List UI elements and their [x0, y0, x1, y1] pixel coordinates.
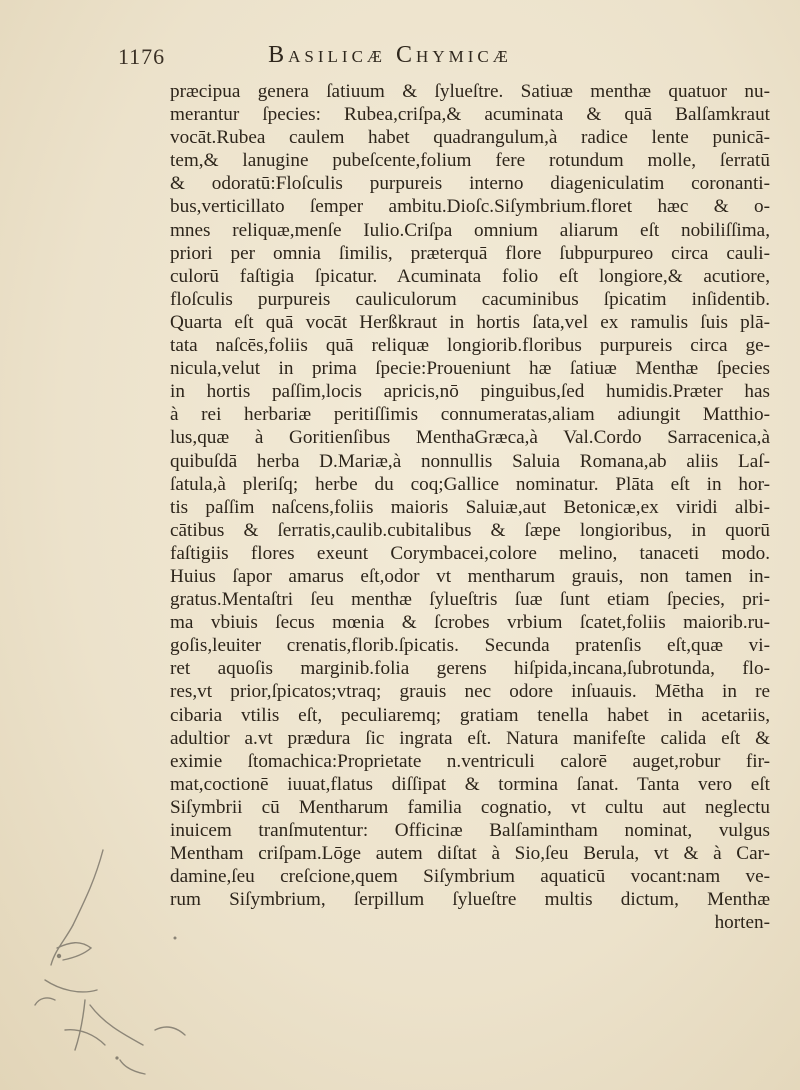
- text-line: adultior a.vt prædura ſic ingrata eſt. Natura manifeſte calida eſt &: [170, 727, 770, 749]
- text-line: quibuſdā herba D.Mariæ,à nonnullis Saluia Romana,ab aliis Laſ-: [170, 450, 770, 472]
- text-line: lus,quæ à Goritienſibus MenthaGræca,à Val.Cordo Sarracenica,à: [170, 427, 770, 449]
- page-number: 1176: [118, 44, 166, 69]
- text-line: damine,ſeu creſcione,quem Siſymbrium aquaticū vocant:nam ve-: [170, 866, 770, 888]
- text-line: in hortis paſſim,locis apricis,nō pinguibus,ſed humidis.Præter has: [170, 381, 770, 403]
- text-line: ma vbiuis ſecus mœnia & ſcrobes vrbium ſcatet,foliis maiorib.ru-: [170, 612, 770, 634]
- text-line: mnes reliquæ,menſe Iulio.Criſpa omnium aliarum eſt nobiliſſima,: [170, 219, 770, 241]
- text-line: eximie ſtomachica:Proprietate n.ventriculi calorē auget,robur fir-: [170, 750, 770, 772]
- text-line: præcipua genera ſatiuum & ſylueſtre. Satiuæ menthæ quatuor nu-: [170, 81, 770, 102]
- text-line: floſculis purpureis cauliculorum cacuminibus ſpicatim inſidentib.: [170, 288, 770, 310]
- text-line: ſatula,à pleriſq; herbe du coq;Gallice nominatur. Plāta eſt in hor-: [170, 473, 770, 495]
- text-line: merantur ſpecies: Rubea,criſpa,& acuminata & quā Balſamkraut: [170, 104, 770, 126]
- text-line: tis paſſim naſcens,foliis maioris Saluiæ,aut Betonicæ,ex viridi albi-: [170, 496, 770, 518]
- running-title: Basilicæ Chymicæ: [268, 42, 512, 68]
- text-line: horten-: [714, 912, 770, 934]
- text-line: à rei herbariæ peritiſſimis connumeratas,aliam adiungit Matthio-: [170, 404, 770, 426]
- text-line: nicula,velut in prima ſpecie:Proueniunt hæ ſatiuæ Menthæ ſpecies: [170, 358, 770, 380]
- text-line: culorū faſtigia ſpicatur. Acuminata folio eſt longiore,& acutiore,: [170, 265, 770, 287]
- text-line: gratus.Mentaſtri ſeu menthæ ſylueſtris ſuæ ſunt etiam ſpecies, pri-: [170, 589, 770, 611]
- text-line: cibaria vtilis eſt, peculiaremq; gratiam tenella habet in acetariis,: [170, 704, 770, 726]
- text-line: tata naſcēs,foliis quā reliquæ longiorib.floribus purpureis circa ge-: [170, 335, 770, 357]
- text-line: faſtigiis flores exeunt Corymbacei,colore melino, tanaceti modo.: [170, 542, 770, 564]
- text-line: ret aquoſis marginib.folia gerens hiſpida,incana,ſubrotunda, flo-: [170, 658, 770, 680]
- page-header: [0, 42, 800, 74]
- text-line: Siſymbrii cū Mentharum familia cognatio, vt cultu aut neglectu: [170, 796, 770, 818]
- text-line: bus,verticillato ſemper ambitu.Dioſc.Siſymbrium.floret hæc & o-: [170, 196, 770, 218]
- text-line: priori per omnia ſimilis, præterquā flore ſubpurpureo circa cauli-: [170, 242, 770, 264]
- text-line: rum Siſymbrium, ſerpillum ſylueſtre multis dictum, Menthæ: [170, 889, 770, 911]
- text-line: goſis,leuiter crenatis,florib.ſpicatis. Secunda pratenſis eſt,quæ vi-: [170, 635, 770, 657]
- text-line: Mentham criſpam.Lōge autem diſtat à Sio,ſeu Berula, vt & à Car-: [170, 843, 770, 865]
- text-line: cātibus & ſerratis,caulib.cubitalibus & ſæpe longioribus, in quorū: [170, 519, 770, 541]
- text-line: Huius ſapor amarus eſt,odor vt mentharum grauis, non tamen in-: [170, 565, 770, 587]
- text-line: tem,& lanugine pubeſcente,folium fere rotundum molle, ſerratū: [170, 150, 770, 172]
- ink-scribble-drawing: [25, 830, 215, 1080]
- text-line: vocāt.Rubea caulem habet quadrangulum,à radice lente punicā-: [170, 127, 770, 149]
- text-line: Quarta eſt quā vocāt Herßkraut in hortis ſata,vel ex ramulis ſuis plā-: [170, 311, 770, 333]
- body-text: [170, 80, 770, 934]
- text-line: & odoratū:Floſculis purpureis interno diageniculatim coronanti-: [170, 173, 770, 195]
- text-line: inuicem tranſmutentur: Officinæ Balſamintham nominat, vulgus: [170, 820, 770, 841]
- text-line: mat,coctionē iuuat,flatus diſſipat & tormina ſanat. Tanta vero eſt: [170, 773, 770, 795]
- text-line: res,vt prior,ſpicatos;vtraq; grauis nec odore inſuauis. Mētha in re: [170, 681, 770, 703]
